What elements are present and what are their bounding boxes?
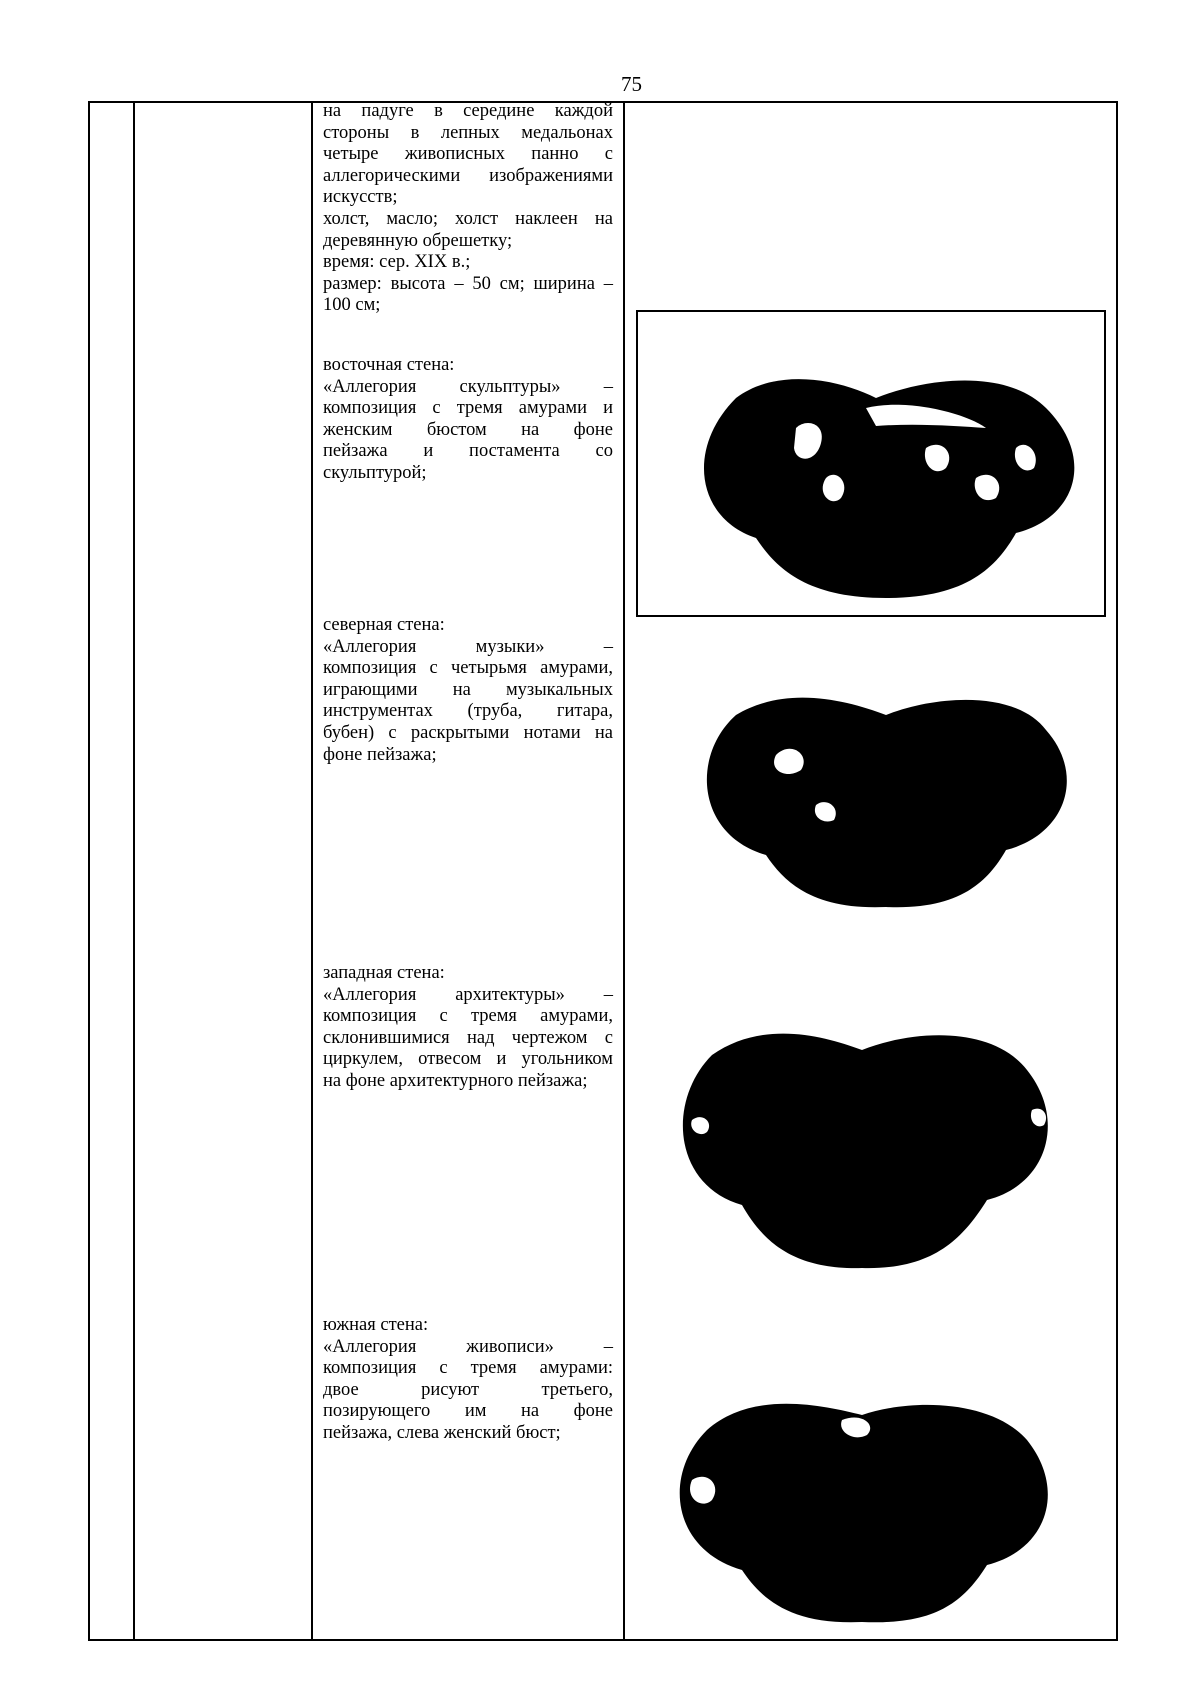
wall-line: инструментах (труба, гитара, (323, 701, 613, 722)
wall-line: композиция с тремя амурами: (323, 1358, 613, 1379)
medallion-painting-icon (676, 368, 1096, 608)
intro-line: искусств; (323, 187, 398, 208)
wall-north-description (323, 615, 613, 766)
wall-heading: северная стена: (323, 615, 445, 635)
medallion-painting-icon (662, 1390, 1062, 1625)
wall-line: склонившимися над чертежом с (323, 1027, 613, 1048)
intro-line: на падуге в середине каждой (323, 101, 613, 121)
size-line: 100 см; (323, 295, 381, 316)
wall-line: «Аллегория архитектуры» – (323, 984, 613, 1005)
intro-line: аллегорическими изображениями (323, 165, 613, 186)
wall-line: бубен) с раскрытыми нотами на (323, 722, 613, 743)
wall-line: играющими на музыкальных (323, 679, 613, 700)
size-line: размер: высота – 50 см; ширина – (323, 273, 613, 294)
wall-line: «Аллегория скульптуры» – (323, 376, 613, 397)
wall-line: пейзажа и постамента со (323, 441, 613, 462)
wall-line: женским бюстом на фоне (323, 419, 613, 440)
wall-line: циркулем, отвесом и угольником (323, 1049, 613, 1070)
column-divider (133, 101, 135, 1641)
page-number: 75 (621, 72, 642, 96)
wall-heading: западная стена: (323, 963, 445, 983)
wall-line: на фоне архитектурного пейзажа; (323, 1070, 588, 1091)
wall-west-description (323, 963, 613, 1093)
wall-heading: южная стена: (323, 1315, 429, 1335)
wall-heading: восточная стена: (323, 355, 455, 375)
wall-line: фоне пейзажа; (323, 744, 437, 765)
wall-line: скульптурой; (323, 462, 427, 483)
wall-east-description (323, 355, 613, 485)
wall-south-description (323, 1315, 613, 1445)
material-line: деревянную обрешетку; (323, 230, 513, 251)
wall-line: позирующего им на фоне (323, 1401, 613, 1422)
wall-line: двое рисуют третьего, (323, 1379, 613, 1400)
intro-line: четыре живописных панно с (323, 144, 613, 165)
medallion-painting-icon (686, 685, 1086, 910)
time-line: время: сер. XIX в.; (323, 252, 471, 273)
wall-line: «Аллегория музыки» – (323, 636, 613, 657)
intro-line: стороны в лепных медальонах (323, 122, 613, 143)
column-divider (311, 101, 313, 1641)
wall-line: «Аллегория живописи» – (323, 1336, 613, 1357)
medallion-painting-icon (662, 1020, 1062, 1270)
intro-description (323, 101, 613, 317)
wall-line: композиция с тремя амурами, (323, 1006, 613, 1027)
wall-line: композиция с тремя амурами и (323, 398, 613, 419)
wall-line: пейзажа, слева женский бюст; (323, 1422, 561, 1443)
material-line: холст, масло; холст наклеен на (323, 208, 613, 229)
wall-line: композиция с четырьмя амурами, (323, 658, 613, 679)
column-divider (623, 101, 625, 1641)
